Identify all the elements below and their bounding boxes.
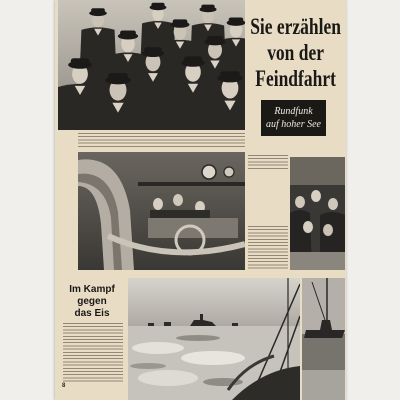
- window-light: [290, 157, 345, 185]
- section-heading: [58, 284, 126, 320]
- gauge: [202, 165, 216, 179]
- distant-ship: [232, 323, 238, 326]
- subtitle-box: [261, 100, 326, 136]
- page-number: 8: [62, 383, 66, 389]
- crew-face: [173, 194, 183, 206]
- radio-caption-top: [248, 155, 288, 170]
- crew-face: [303, 221, 313, 233]
- title-line: von der: [267, 40, 325, 65]
- crew-face: [311, 190, 321, 202]
- officers-photo: [58, 0, 245, 130]
- ice-sea-photo: [128, 278, 300, 400]
- heading-line: Im Kampf: [69, 284, 115, 295]
- ice: [302, 370, 345, 400]
- water-patch: [130, 363, 166, 369]
- ice-floe: [132, 342, 184, 354]
- engine-room-photo: [78, 152, 245, 270]
- boat-photo: [302, 278, 345, 400]
- rail: [138, 182, 245, 186]
- article-title: [250, 14, 341, 92]
- crew-face: [295, 196, 305, 208]
- sky: [128, 278, 300, 326]
- gauge: [224, 167, 234, 177]
- article-body-text: [63, 323, 123, 382]
- distant-ship: [164, 322, 171, 326]
- title-line: Sie erzählen: [250, 14, 341, 39]
- top-photo-caption: [78, 133, 245, 148]
- water-patch: [176, 335, 220, 341]
- title-line: Feindfahrt: [255, 66, 336, 91]
- crew-shoulders: [150, 210, 210, 218]
- crew-face: [328, 198, 338, 210]
- heading-line: das Eis: [74, 308, 110, 319]
- subtitle-line: Rundfunk: [274, 106, 313, 117]
- radio-caption-bottom: [248, 226, 288, 270]
- crew-radio-photo: [290, 157, 345, 270]
- table: [290, 252, 345, 270]
- ice-floe: [181, 351, 245, 365]
- distant-ship: [148, 323, 154, 326]
- ice-floe: [138, 370, 198, 386]
- crew-face: [323, 224, 333, 236]
- machine-block: [148, 218, 238, 238]
- crew-face: [153, 198, 163, 210]
- heading-line: gegen: [77, 296, 107, 307]
- subtitle-line: auf hoher See: [266, 119, 321, 130]
